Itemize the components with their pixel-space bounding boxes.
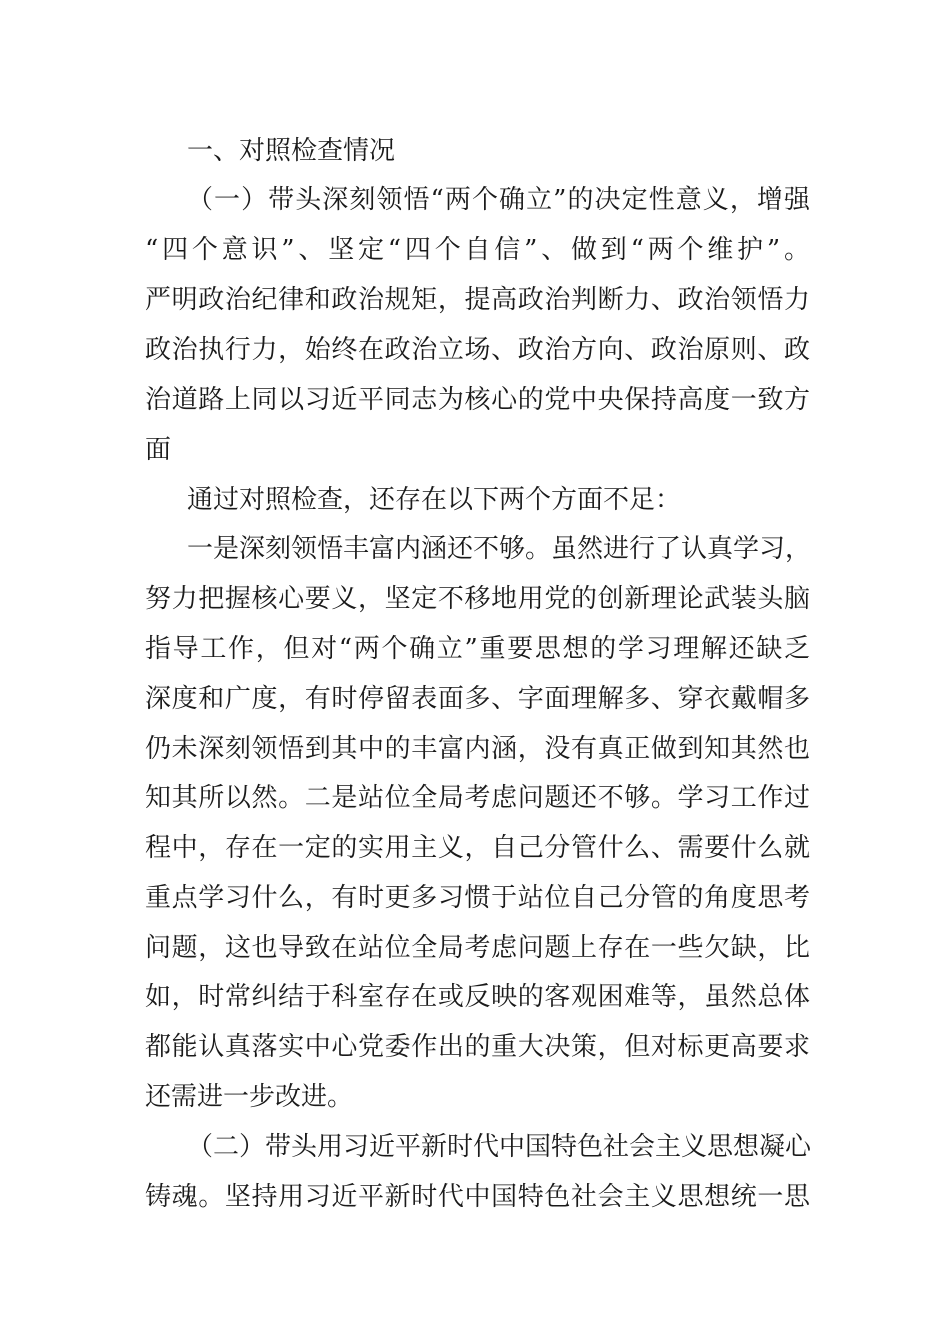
section-heading: 一、对照检查情况 (187, 136, 396, 166)
subsection-heading-line: 政治执行力，始终在政治立场、政治方向、政治原则、政 (145, 335, 810, 365)
paragraph-line: 都能认真落实中心党委作出的重大决策，但对标更高要求 (145, 1032, 810, 1062)
paragraph-line: 仍未深刻领悟到其中的丰富内涵，没有真正做到知其然也 (145, 734, 810, 764)
paragraph-line: 一是深刻领悟丰富内涵还不够。虽然进行了认真学习， (187, 534, 812, 564)
paragraph-line: 指导工作，但对“两个确立”重要思想的学习理解还缺乏 (145, 634, 810, 664)
paragraph-line: 重点学习什么，有时更多习惯于站位自己分管的角度思考 (145, 883, 810, 913)
paragraph-line: 问题，这也导致在站位全局考虑问题上存在一些欠缺，比 (145, 933, 810, 963)
subsection-heading-line: 严明政治纪律和政治规矩，提高政治判断力、政治领悟力 (145, 285, 810, 315)
subsection-heading-line: （二）带头用习近平新时代中国特色社会主义思想凝心 (187, 1132, 812, 1162)
subsection-heading-line: 治道路上同以习近平同志为核心的党中央保持高度一致方 (145, 385, 810, 415)
subsection-heading-line: “四个意识”、坚定“四个自信”、做到“两个维护”。 (145, 235, 810, 265)
paragraph-line: 铸魂。坚持用习近平新时代中国特色社会主义思想统一思 (145, 1182, 810, 1212)
paragraph-line: 深度和广度，有时停留表面多、字面理解多、穿衣戴帽多 (145, 684, 810, 714)
paragraph-line: 程中，存在一定的实用主义，自己分管什么、需要什么就 (145, 833, 810, 863)
subsection-heading-line: （一）带头深刻领悟“两个确立”的决定性意义，增强 (187, 185, 810, 215)
paragraph-line: 通过对照检查，还存在以下两个方面不足： (187, 485, 682, 515)
paragraph-line: 还需进一步改进。 (145, 1082, 354, 1112)
subsection-heading-line: 面 (145, 435, 172, 465)
paragraph-line: 如，时常纠结于科室存在或反映的客观困难等，虽然总体 (145, 982, 810, 1012)
paragraph-line: 努力把握核心要义，坚定不移地用党的创新理论武装头脑 (145, 584, 810, 614)
paragraph-line: 知其所以然。二是站位全局考虑问题还不够。学习工作过 (145, 783, 810, 813)
